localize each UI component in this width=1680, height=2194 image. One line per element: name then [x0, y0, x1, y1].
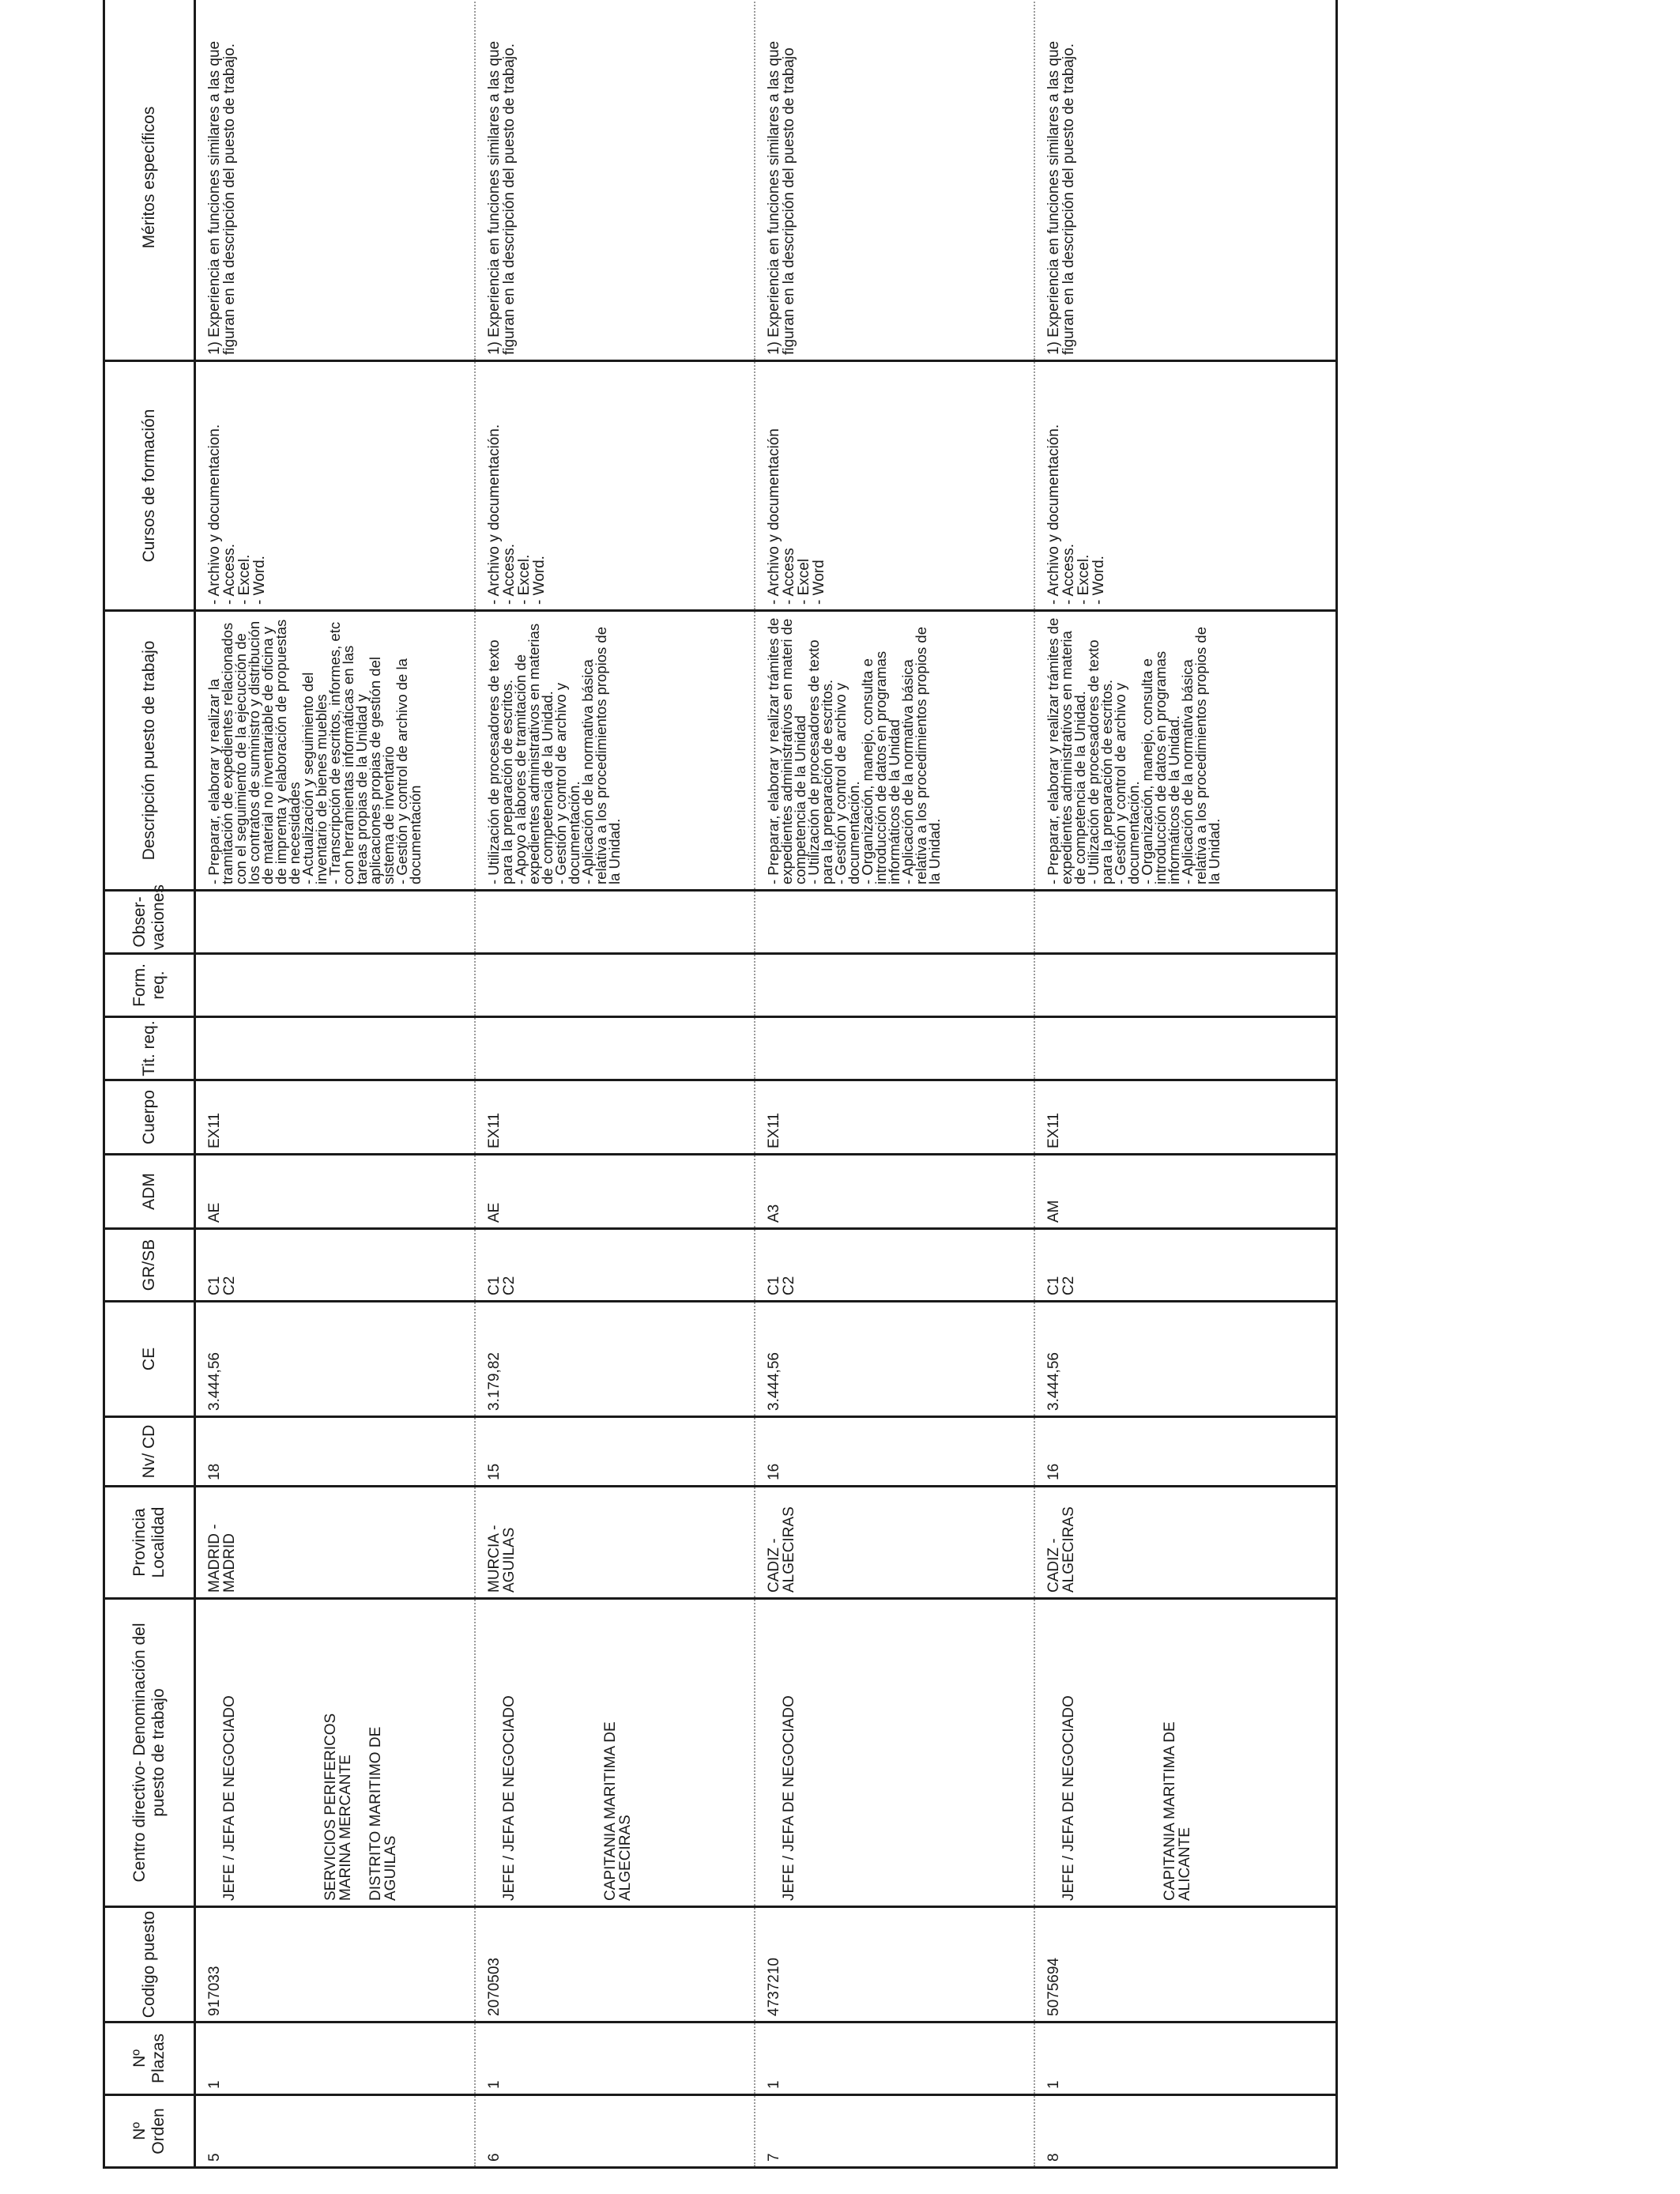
- cell-meritos: 1) Experiencia en funciones similares a las que figuran en la descripción del puesto de trabajo.: [475, 0, 755, 361]
- cell-grupo: C1 C2: [755, 1229, 1034, 1302]
- table-row: [1034, 0, 1337, 2168]
- cell-formacion: [475, 954, 755, 1017]
- col-orden-header: Nº Orden: [104, 2095, 195, 2168]
- cell-adm: AE: [195, 1155, 476, 1229]
- cell-orden: 6: [475, 2095, 755, 2168]
- cell-cursos: - Archivo y documentación. - Access. - Excel. - Word.: [1034, 361, 1337, 611]
- positions-table: [103, 0, 1338, 2169]
- col-provincia-header: Provincia Localidad: [104, 1487, 195, 1599]
- cell-formacion: [755, 954, 1034, 1017]
- table-row: [475, 0, 755, 2168]
- cell-centro: [755, 1599, 1034, 1907]
- cell-centro: [475, 1599, 755, 1907]
- cell-cuerpo: EX11: [195, 1080, 476, 1155]
- cell-codigo: 4737210: [755, 1907, 1034, 2022]
- cell-nivel: 16: [1034, 1417, 1337, 1487]
- cell-descripcion: - Preparar, elaborar y realizar trámites de expedientes administrativos en materi de competencia de la Unidad - Utilización de procesadores de texto para la preparación de escritos. - Gestión y control de archivo y documentación. - Organización, manejo, consulta e introducción de datos en programas informáticos de la Unidad - Aplicación de la normativa básica relativa a los procedimientos propios de la Unidad.: [755, 611, 1034, 891]
- table-row: [195, 0, 476, 2168]
- cell-titulacion: [475, 1017, 755, 1080]
- cell-centro: [195, 1599, 476, 1907]
- col-nivel-header: Nv/ CD: [104, 1417, 195, 1487]
- col-centro-header: Centro directivo- Denominación del puesto de trabajo: [104, 1599, 195, 1907]
- cell-formacion: [1034, 954, 1337, 1017]
- cell-orden: 5: [195, 2095, 476, 2168]
- cell-ce: 3.444,56: [755, 1302, 1034, 1417]
- cell-descripcion: - Preparar, elaborar y realizar trámites de expedientes administrativos en materia de competencia de la Unidad. - Utilización de procesadores de texto para la preparación de escritos. - Gestión y control de archivo y documentación. - Organización, manejo, consulta e introducción de datos en programas informáticos de la Unidad. - Aplicación de la normativa básica relativa a los procedimientos propios de la Unidad.: [1034, 611, 1337, 891]
- cell-cuerpo: EX11: [1034, 1080, 1337, 1155]
- cell-ce: 3.444,56: [195, 1302, 476, 1417]
- cell-orden: 7: [755, 2095, 1034, 2168]
- cell-codigo: 5075694: [1034, 1907, 1337, 2022]
- cell-descripcion: - Utilización de procesadores de texto para la preparación de escritos. - Apoyo a labores de tramitación de expedientes administrativos en materias de competencia de la Unidad. - Gestión y control de archivo y documentación. - Aplicación de la normativa básica relativa a los procedimientos propios de la Unidad.: [475, 611, 755, 891]
- cell-titulacion: [1034, 1017, 1337, 1080]
- cell-codigo: 2070503: [475, 1907, 755, 2022]
- cell-denominacion: JEFE / JEFA DE NEGOCIADO: [781, 1695, 797, 1901]
- cell-denominacion: JEFE / JEFA DE NEGOCIADO: [501, 1695, 518, 1901]
- cell-grupo: C1 C2: [1034, 1229, 1337, 1302]
- col-cuerpo-header: Cuerpo: [104, 1080, 195, 1155]
- cell-cursos: - Archivo y documentacion. - Access. - Excel. - Word.: [195, 361, 476, 611]
- col-formacion-header: Form. req.: [104, 954, 195, 1017]
- cell-plazas: 1: [195, 2022, 476, 2095]
- cell-plazas: 1: [475, 2022, 755, 2095]
- cell-ce: 3.444,56: [1034, 1302, 1337, 1417]
- cell-observaciones: [1034, 891, 1337, 954]
- col-adm-header: ADM: [104, 1155, 195, 1229]
- cell-titulacion: [755, 1017, 1034, 1080]
- cell-plazas: 1: [755, 2022, 1034, 2095]
- cell-orden: 8: [1034, 2095, 1337, 2168]
- col-observaciones-header: Obser- vaciones: [104, 891, 195, 954]
- cell-observaciones: [195, 891, 476, 954]
- cell-centro-directivo: CAPITANIA MARITIMA DE ALICANTE: [1162, 1721, 1193, 1901]
- cell-nivel: 15: [475, 1417, 755, 1487]
- cell-denominacion: JEFE / JEFA DE NEGOCIADO: [221, 1695, 238, 1901]
- col-titulacion-header: Tit. req.: [104, 1017, 195, 1080]
- cell-observaciones: [475, 891, 755, 954]
- col-codigo-header: Codigo puesto: [104, 1907, 195, 2022]
- cell-cuerpo: EX11: [755, 1080, 1034, 1155]
- table-row: [755, 0, 1034, 2168]
- cell-provincia: CADIZ - ALGECIRAS: [1034, 1487, 1337, 1599]
- cell-provincia: CADIZ - ALGECIRAS: [755, 1487, 1034, 1599]
- col-plazas-header: Nº Plazas: [104, 2022, 195, 2095]
- cell-centro-directivo: SERVICIOS PERIFERICOS MARINA MERCANTE DISTRITO MARITIMO DE AGUILAS: [322, 1713, 399, 1901]
- cell-grupo: C1 C2: [195, 1229, 476, 1302]
- cell-denominacion: JEFE / JEFA DE NEGOCIADO: [1060, 1695, 1077, 1901]
- cell-provincia: MADRID - MADRID: [195, 1487, 476, 1599]
- cell-descripcion: - Preparar, elaborar y realizar la tramitación de expedientes relacionados con el seguimiento de la ejecucción de los contratos de suministro y distribución de material no inventariable de oficina y de imprenta y elaboración de propuestas de necesidades - Actualización y seguimiento del inventario de bienes muebles - Transcripción de escritos, informes, etc con herramientas informáticas en las tareas propias de la Unidad y aplicaciones propias de gestión del sistema de inventario - Gestión y control de archivo de la documentación: [195, 611, 476, 891]
- cell-centro-directivo: CAPITANIA MARITIMA DE ALGECIRAS: [602, 1721, 634, 1901]
- cell-adm: AM: [1034, 1155, 1337, 1229]
- col-cursos-header: Cursos de formación: [104, 361, 195, 611]
- cell-cuerpo: EX11: [475, 1080, 755, 1155]
- col-descripcion-header: Descripción puesto de trabajo: [104, 611, 195, 891]
- header-row: [104, 0, 195, 2168]
- col-grupo-header: GR/SB: [104, 1229, 195, 1302]
- cell-ce: 3.179,82: [475, 1302, 755, 1417]
- cell-nivel: 16: [755, 1417, 1034, 1487]
- col-meritos-header: Méritos específicos: [104, 0, 195, 361]
- cell-cursos: - Archivo y documentación - Access - Excel - Word: [755, 361, 1034, 611]
- cell-meritos: 1) Experiencia en funciones similares a las que figuran en la descripción del puesto de trabajo.: [195, 0, 476, 361]
- cell-adm: A3: [755, 1155, 1034, 1229]
- cell-plazas: 1: [1034, 2022, 1337, 2095]
- cell-nivel: 18: [195, 1417, 476, 1487]
- cell-observaciones: [755, 891, 1034, 954]
- cell-cursos: - Archivo y documentación. - Access. - Excel. - Word.: [475, 361, 755, 611]
- cell-grupo: C1 C2: [475, 1229, 755, 1302]
- cell-meritos: 1) Experiencia en funciones similares a las que figuran en la descripción del puesto de trabajo.: [1034, 0, 1337, 361]
- cell-titulacion: [195, 1017, 476, 1080]
- col-ce-header: CE: [104, 1302, 195, 1417]
- cell-adm: AE: [475, 1155, 755, 1229]
- cell-provincia: MURCIA - AGUILAS: [475, 1487, 755, 1599]
- cell-centro: [1034, 1599, 1337, 1907]
- cell-codigo: 917033: [195, 1907, 476, 2022]
- cell-meritos: 1) Experiencia en funciones similares a las que figuran en la descripción del puesto de trabajo: [755, 0, 1034, 361]
- cell-formacion: [195, 954, 476, 1017]
